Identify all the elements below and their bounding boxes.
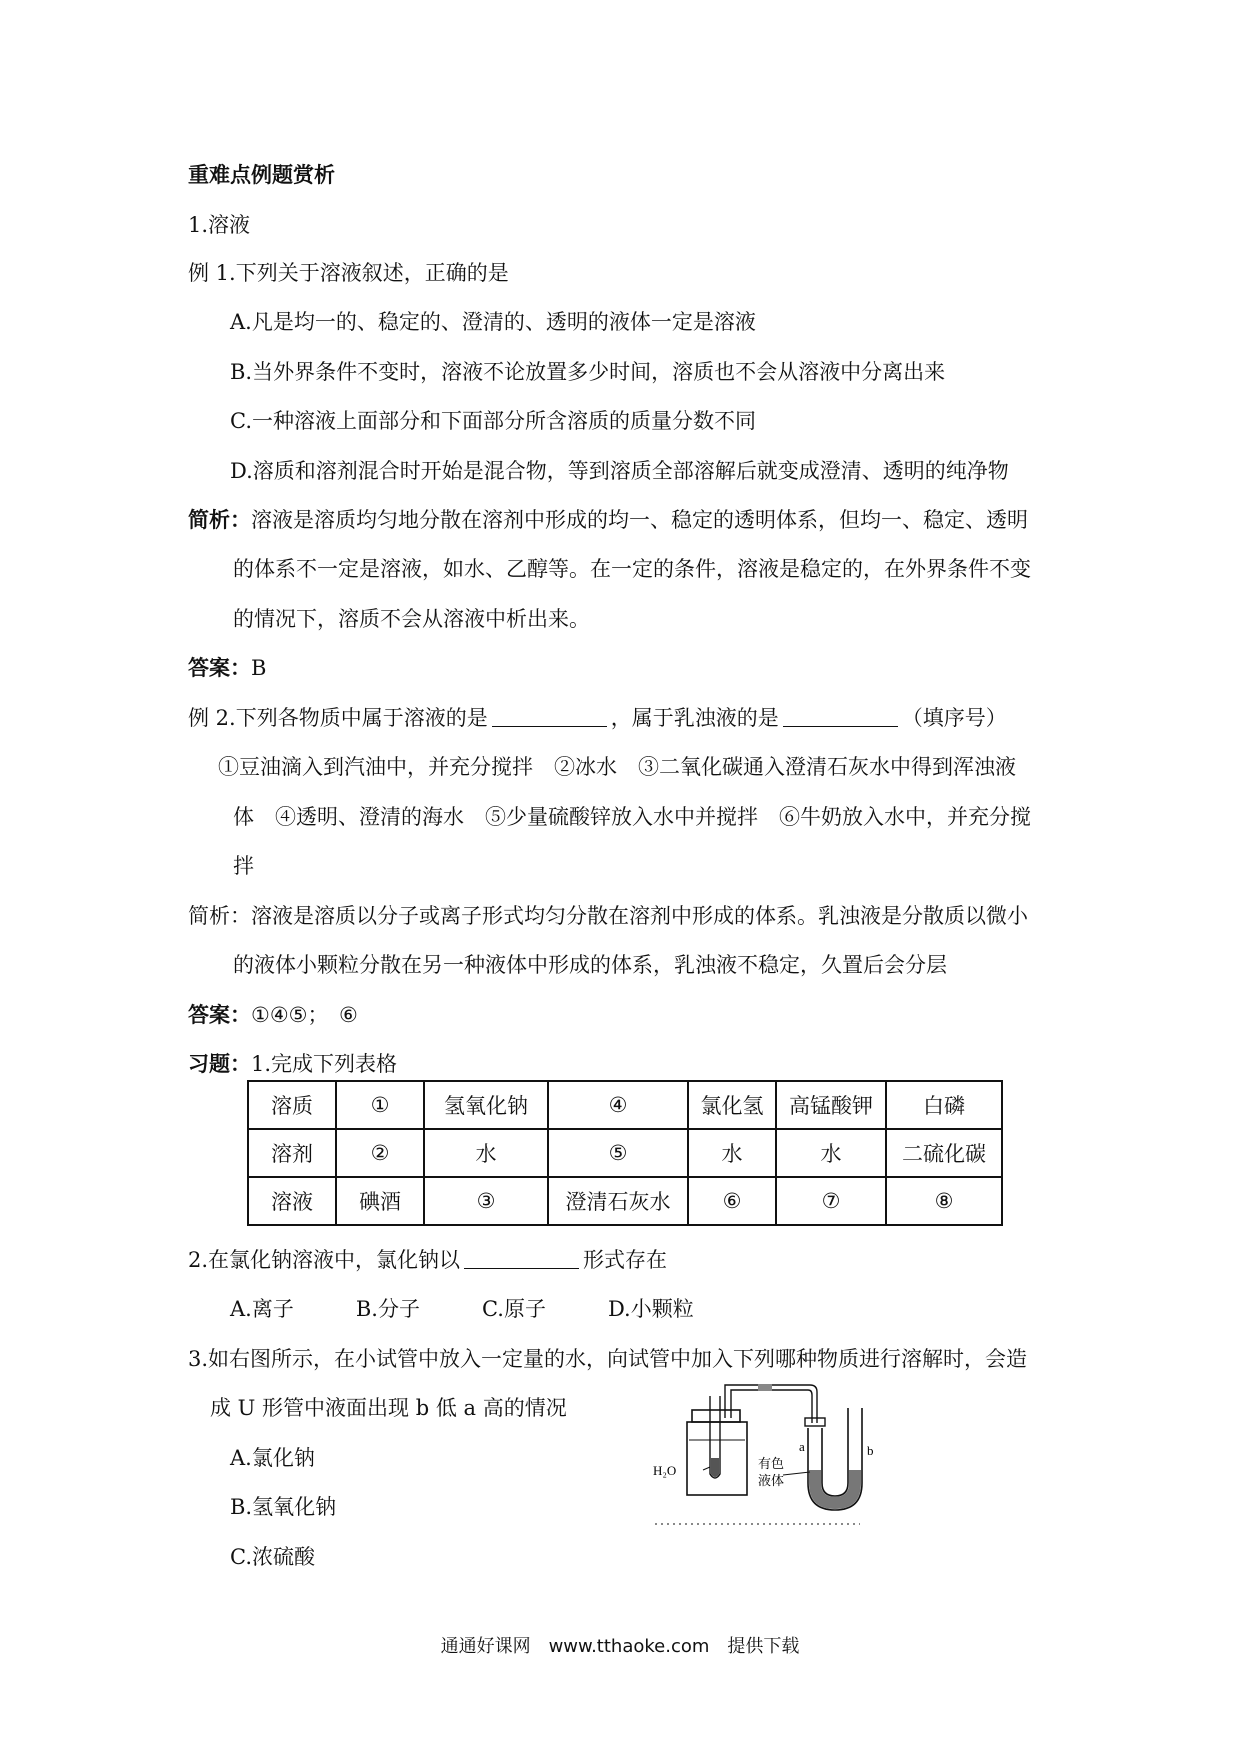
example1-option-b: B.当外界条件不变时，溶液不论放置多少时间，溶质也不会从溶液中分离出来 xyxy=(230,360,946,384)
table-cell: 水 xyxy=(424,1129,548,1177)
analysis-line: 的情况下，溶质不会从溶液中析出来。 xyxy=(233,607,590,631)
answer-blank[interactable] xyxy=(464,1246,579,1269)
table-cell: ⑦ xyxy=(776,1177,886,1225)
example2-question xyxy=(188,703,1007,733)
table-cell: 碘酒 xyxy=(336,1177,424,1225)
u-tube-apparatus-figure xyxy=(645,1378,895,1528)
test-tube-icon xyxy=(703,1396,720,1478)
table-cell: 水 xyxy=(776,1129,886,1177)
example1-analysis xyxy=(188,505,1028,535)
exercise-q3-line: 成 U 形管中液面出现 b 低 a 高的情况 xyxy=(210,1396,567,1420)
answer-label: 答案： xyxy=(188,1003,251,1027)
example2-items-line: 拌 xyxy=(233,854,254,878)
example1-option-c: C.一种溶液上面部分和下面部分所含溶质的质量分数不同 xyxy=(230,409,756,433)
answer-label: 答案： xyxy=(188,656,251,680)
option-d: D.小颗粒 xyxy=(607,1297,694,1321)
table-cell: 氢氧化钠 xyxy=(424,1081,548,1129)
analysis-line: 的液体小颗粒分散在另一种液体中形成的体系，乳浊液不稳定，久置后会分层 xyxy=(233,953,947,977)
table-cell: ③ xyxy=(424,1177,548,1225)
exercise-q2 xyxy=(188,1245,667,1275)
table-cell: 氯化氢 xyxy=(688,1081,776,1129)
liquid-label: 有色 xyxy=(758,1456,785,1471)
option-c: C.原子 xyxy=(481,1297,546,1321)
q3-option-b: B.氢氧化钠 xyxy=(230,1495,337,1519)
q3-option-c: C.浓硫酸 xyxy=(230,1545,315,1569)
example1-question: 例 1.下列关于溶液叙述，正确的是 xyxy=(188,261,509,285)
analysis-line: 溶液是溶质以分子或离子形式均匀分散在溶剂中形成的体系。乳浊液是分散质以微小 xyxy=(251,904,1028,928)
answer-blank[interactable] xyxy=(783,704,898,727)
exercise-label: 习题： xyxy=(188,1052,251,1076)
answer-value: ①④⑤； ⑥ xyxy=(251,1003,358,1027)
question-text: ，属于乳浊液的是 xyxy=(610,706,779,730)
analysis-label: 简析： xyxy=(188,508,251,532)
analysis-label: 简析： xyxy=(188,904,251,928)
table-cell: 二硫化碳 xyxy=(886,1129,1002,1177)
solution-table xyxy=(247,1080,1003,1226)
table-row xyxy=(248,1129,1002,1177)
exercise-q3-line: 3.如右图所示，在小试管中放入一定量的水，向试管中加入下列哪种物质进行溶解时，会造 xyxy=(188,1347,1028,1371)
topic-heading: 1.溶液 xyxy=(188,213,251,237)
analysis-line: 的体系不一定是溶液，如水、乙醇等。在一定的条件，溶液是稳定的，在外界条件不变 xyxy=(233,557,1031,581)
answer-value: B xyxy=(251,656,267,680)
example2-analysis xyxy=(188,901,1028,931)
table-cell: 溶质 xyxy=(248,1081,336,1129)
table-cell: 白磷 xyxy=(886,1081,1002,1129)
example1-option-d: D.溶质和溶剂混合时开始是混合物，等到溶质全部溶解后就变成澄清、透明的纯净物 xyxy=(230,459,1009,483)
table-cell: ④ xyxy=(548,1081,688,1129)
table-cell: ② xyxy=(336,1129,424,1177)
table-cell: ① xyxy=(336,1081,424,1129)
label-b: b xyxy=(867,1443,874,1458)
bottle-icon xyxy=(687,1410,747,1495)
exercise-q2-options xyxy=(230,1294,754,1324)
u-tube-icon xyxy=(783,1408,862,1510)
question-text: 形式存在 xyxy=(583,1248,668,1272)
footer-credit: 通通好课网 www.tthaoke.com 提供下载 xyxy=(440,1636,800,1657)
example1-answer xyxy=(188,653,266,683)
liquid-label: 液体 xyxy=(758,1473,785,1488)
table-cell: ⑤ xyxy=(548,1129,688,1177)
question-text: 例 2.下列各物质中属于溶液的是 xyxy=(188,706,488,730)
example2-answer xyxy=(188,1000,358,1030)
option-b: B.分子 xyxy=(355,1297,420,1321)
answer-blank[interactable] xyxy=(492,704,607,727)
table-cell: 澄清石灰水 xyxy=(548,1177,688,1225)
example1-option-a: A.凡是均一的、稳定的、澄清的、透明的液体一定是溶液 xyxy=(230,310,756,334)
table-cell: 溶液 xyxy=(248,1177,336,1225)
table-cell: 水 xyxy=(688,1129,776,1177)
question-text: （填序号） xyxy=(901,706,1007,730)
question-text: 2.在氯化钠溶液中，氯化钠以 xyxy=(188,1248,461,1272)
section-title: 重难点例题赏析 xyxy=(188,163,335,187)
table-cell: ⑧ xyxy=(886,1177,1002,1225)
example2-items-line: 体 ④透明、澄清的海水 ⑤少量硫酸锌放入水中并搅拌 ⑥牛奶放入水中，并充分搅 xyxy=(233,805,1031,829)
table-cell: 高锰酸钾 xyxy=(776,1081,886,1129)
question-text: 1.完成下列表格 xyxy=(251,1052,398,1076)
table-cell: ⑥ xyxy=(688,1177,776,1225)
table-cell: 溶剂 xyxy=(248,1129,336,1177)
q3-option-a: A.氯化钠 xyxy=(230,1446,315,1470)
option-a: A.离子 xyxy=(230,1297,294,1321)
table-row xyxy=(248,1081,1002,1129)
exercise-q1 xyxy=(188,1049,397,1079)
analysis-line: 溶液是溶质均匀地分散在溶剂中形成的均一、稳定的透明体系，但均一、稳定、透明 xyxy=(251,508,1028,532)
example2-items-line: ①豆油滴入到汽油中，并充分搅拌 ②冰水 ③二氧化碳通入澄清石灰水中得到浑浊液 xyxy=(218,755,1016,779)
table-row xyxy=(248,1177,1002,1225)
label-a: a xyxy=(799,1439,805,1454)
water-label: H₂O xyxy=(653,1463,677,1478)
